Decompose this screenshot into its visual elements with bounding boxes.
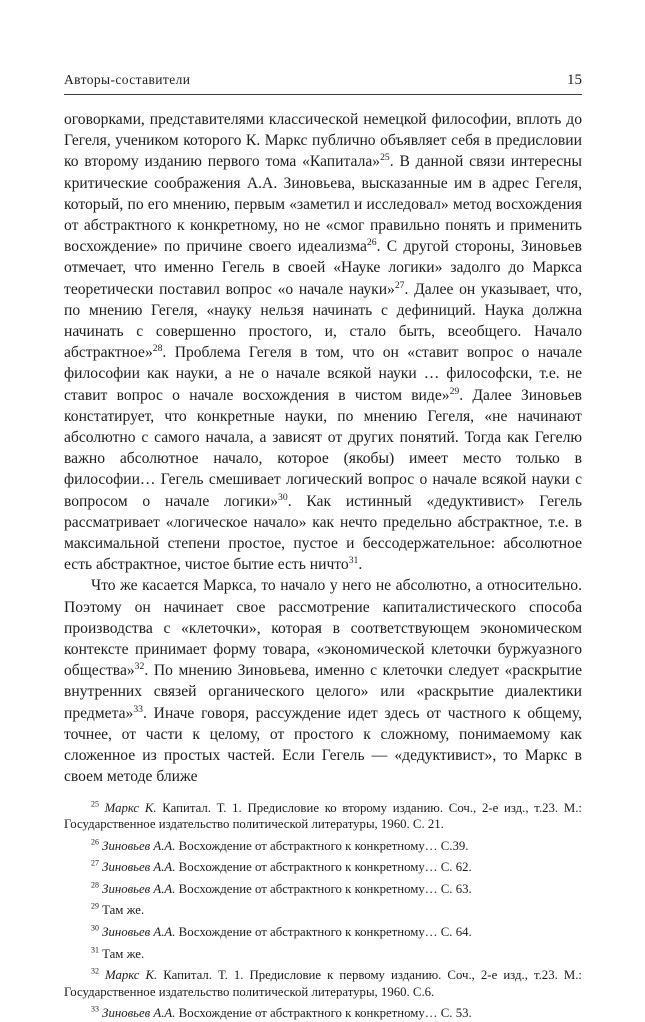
- footnote: $^{30}$ Зиновьев А.А. Восхождение от абстрактного к конкретному… С. 64.: [64, 924, 582, 941]
- paragraph: Что же касается Маркса, то начало у него не абсолютно, а относительно. Поэтому он начинает свое рассмотрение капиталистического способа производства с «клеточки», которая в соответствующем экономическом контексте принимает форму товара, «экономической клеточки буржуазного общества»$^{32}$. По мнению Зиновьева, именно с клеточки следует «раскрытие внутренних связей органического целого» или «раскрытие диалектики предмета»$^{33}$. Иначе говоря, рассуждение идет здесь от частного к общему, точнее, от части к целому, от простого к сложному, понимаемому как сложенное из простых частей. Если Гегель — «дедуктивист», то Маркс в своем методе ближе: [64, 575, 582, 787]
- footnote: $^{29}$ Там же.: [64, 902, 582, 919]
- page-header: [64, 72, 582, 94]
- footnote-ref: 27: [395, 279, 405, 290]
- paragraph: оговорками, представителями классической немецкой философии, вплоть до Гегеля, учеником которого К. Маркс публично объявляет себя в предисловии ко второму изданию первого тома «Капитала»$^{25}$. В данной связи интересны критические соображения А.А. Зиновьева, высказанные им в адрес Гегеля, который, по его мнению, первым «заметил и исследовал» метод восхождения от абстрактного к конкретному, но не «смог правильно понять и применить восхождение» по причине своего идеализма$^{26}$. С другой стороны, Зиновьев отмечает, что именно Гегель в своей «Науке логики» задолго до Маркса теоретически поставил вопрос «о начале науки»$^{27}$. Далее он указывает, что, по мнению Гегеля, «науку нельзя начинать с дефиниций. Наука должна начинать с совершенно простого, и, стало быть, всеобщего. Начало абстрактное»$^{28}$. Проблема Гегеля в том, что он «ставит вопрос о начале философии как науки, а не о начале всякой науки … философски, т.е. не ставит вопрос о начале восхождения в чистом виде»$^{29}$. Далее Зиновьев констатирует, что конкретные науки, по мнению Гегеля, «не начинают абсолютно с самого начала, а зависят от других понятий. Тогда как Гегелю важно абсолютное начало, которое (якобы) имеет место только в философии… Гегель смешивает логический вопрос о начале всякой науки с вопросом о начале логики»$^{30}$. Как истинный «дедуктивист» Гегель рассматривает «логическое начало» как нечто предельно абстрактное, т.е. в максимальной степени простое, пустое и бессодержательное: абсолютное есть абстрактное, чистое бытие есть ничто$^{31}$.: [64, 109, 582, 575]
- footnote: $^{25}$ Маркс К. Капитал. Т. 1. Предисловие ко второму изданию. Соч., 2-е изд., т.23. М.: Государственное издательство политической литературы, 1960. С. 21.: [64, 800, 582, 833]
- page-number: 15: [567, 72, 582, 89]
- footnote-ref: 25: [380, 152, 390, 163]
- footnote-ref: 26: [367, 237, 377, 248]
- italic-text: Зиновьев А.А.: [102, 1006, 175, 1020]
- footnote-ref: 32: [135, 661, 145, 672]
- footnote: $^{28}$ Зиновьев А.А. Восхождение от абстрактного к конкретному… С. 63.: [64, 881, 582, 898]
- footnote: $^{32}$ Маркс К. Капитал. Т. 1. Предисловие к первому изданию. Соч., 2-е изд., т.23. М.: Государственное издательство политической литературы, 1960. С.6.: [64, 967, 582, 1000]
- italic-text: Зиновьев А.А.: [102, 882, 175, 896]
- footnote-number: 29: [91, 902, 99, 911]
- italic-text: Зиновьев А.А.: [102, 925, 175, 939]
- footnote-number: 33: [91, 1005, 99, 1014]
- italic-text: Маркс К.: [105, 968, 157, 982]
- footnote-ref: 29: [450, 385, 460, 396]
- header-rule: [64, 94, 582, 95]
- footnote-number: 32: [91, 967, 99, 976]
- footnote-ref: 28: [153, 343, 163, 354]
- footnote-ref: 30: [278, 491, 288, 502]
- italic-text: Зиновьев А.А.: [102, 839, 175, 853]
- footnote: $^{27}$ Зиновьев А.А. Восхождение от абстрактного к конкретному… С. 62.: [64, 859, 582, 876]
- footnote: $^{26}$ Зиновьев А.А. Восхождение от абстрактного к конкретному… С.39.: [64, 838, 582, 855]
- italic-text: Зиновьев А.А.: [102, 860, 175, 874]
- footnote-number: 25: [91, 799, 99, 808]
- footnote-ref: 33: [133, 704, 143, 715]
- running-title: Авторы-составители: [64, 72, 190, 88]
- footnotes-section: [64, 800, 582, 1022]
- footnote-number: 28: [91, 881, 99, 890]
- footnote-number: 27: [91, 859, 99, 868]
- footnote: $^{31}$ Там же.: [64, 946, 582, 963]
- footnote-ref: 31: [349, 555, 359, 566]
- footnote: $^{33}$ Зиновьев А.А. Восхождение от абстрактного к конкретному… С. 53.: [64, 1005, 582, 1022]
- footnote-number: 26: [91, 837, 99, 846]
- footnote-number: 30: [91, 924, 99, 933]
- italic-text: Маркс К.: [105, 801, 157, 815]
- body-text: [64, 109, 582, 788]
- footnote-number: 31: [91, 945, 99, 954]
